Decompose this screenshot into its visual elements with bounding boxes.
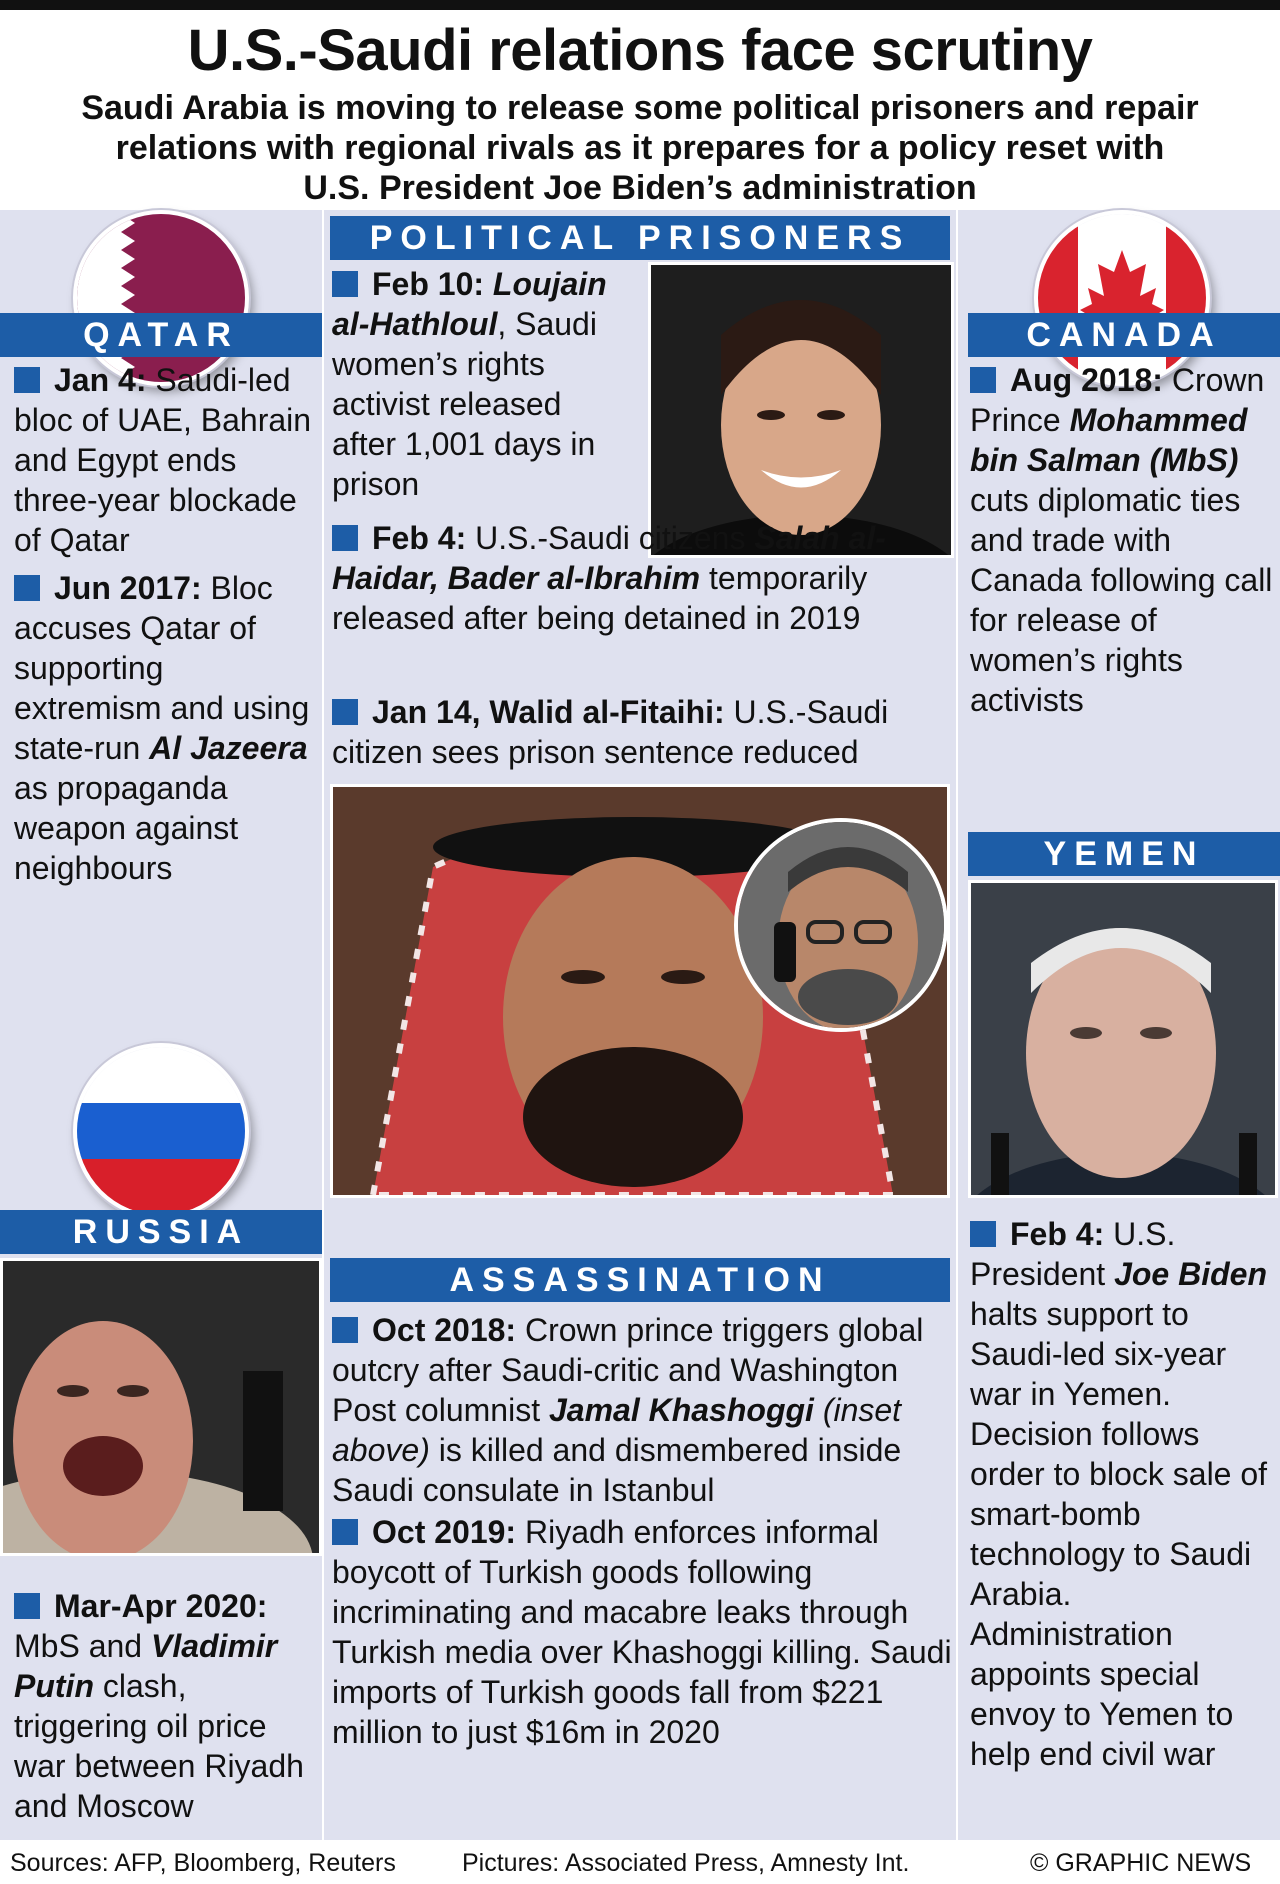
page-subtitle: [20, 88, 1260, 208]
entry-text: U.S. President: [970, 1216, 1176, 1292]
bullet-square-icon: [332, 699, 358, 725]
assassination-entry-2: [332, 1512, 952, 1752]
middle-column: [324, 210, 956, 1840]
section-label-assassination: ASSASSINATION: [330, 1258, 950, 1302]
footer-pictures: Pictures: Associated Press, Amnesty Int.: [462, 1849, 910, 1877]
entry-date: Feb 4:: [372, 520, 467, 556]
entry-date: Aug 2018:: [1010, 362, 1163, 398]
left-column: [0, 210, 322, 1840]
subtitle-line: relations with regional rivals as it prepares for a policy reset with: [115, 129, 1165, 167]
entry-text: halts support to Saudi-led six-year war in Yemen. Decision follows order to block sale of smart-bomb technology to Saudi Arabia. Administration appoints special envoy to Yemen to help end civil war: [970, 1296, 1268, 1772]
entry-italic-note: (inset above): [332, 1392, 902, 1468]
entry-emphasis: Loujain al-Hathloul: [332, 266, 607, 342]
entry-text: Bloc accuses Qatar of supporting extremism and using state-run: [14, 570, 310, 766]
subtitle-line: U.S. President Joe Biden’s administration: [303, 169, 977, 207]
entry-text: is killed and dismembered inside Saudi consulate in Istanbul: [332, 1432, 902, 1508]
putin-photo: [0, 1258, 322, 1556]
entry-date: Feb 4:: [1010, 1216, 1105, 1252]
entry-text: Crown prince triggers global outcry after Saudi-critic and Washington Post columnist: [332, 1312, 924, 1428]
entry-text: cuts diplomatic ties and trade with Canada following call for release of women’s rights activists: [970, 482, 1273, 718]
entry-date: Feb 10:: [372, 266, 485, 302]
bullet-square-icon: [332, 271, 358, 297]
entry-date: Mar-Apr 2020:: [54, 1588, 268, 1624]
qatar-entries: [14, 360, 314, 888]
entry-emphasis: Jamal Khashoggi: [548, 1392, 814, 1428]
subtitle-line: Saudi Arabia is moving to release some political prisoners and repair: [81, 89, 1199, 127]
page-title: U.S.-Saudi relations face scrutiny: [187, 18, 1093, 83]
loujain-al-hathloul-photo: [648, 262, 954, 558]
entry-text: Saudi-led bloc of UAE, Bahrain and Egypt ends three-year blockade of Qatar: [14, 362, 312, 558]
entry-text: temporarily released after being detained in 2019: [332, 560, 868, 636]
russia-entries: [14, 1586, 314, 1826]
section-label-russia: RUSSIA: [0, 1210, 322, 1254]
timeline-entry: [14, 360, 314, 560]
section-label-canada: CANADA: [968, 313, 1280, 357]
entry-date: Jun 2017:: [54, 570, 202, 606]
right-column: [958, 210, 1280, 1840]
footer-sources: Sources: AFP, Bloomberg, Reuters: [10, 1849, 396, 1877]
entry-text: clash, triggering oil price war between Riyadh and Moscow: [14, 1668, 304, 1824]
section-label-qatar: QATAR: [0, 313, 322, 357]
bullet-square-icon: [14, 367, 40, 393]
bullet-square-icon: [14, 575, 40, 601]
prisoner-entry-3: [332, 692, 952, 772]
entry-text: U.S.-Saudi citizens: [475, 520, 746, 556]
bullet-square-icon: [14, 1593, 40, 1619]
entry-text: U.S.-Saudi citizen sees prison sentence reduced: [332, 694, 889, 770]
footer: [0, 1843, 1280, 1884]
top-rule: [0, 0, 1280, 10]
entry-text: MbS and: [14, 1628, 143, 1664]
section-label-political-prisoners: POLITICAL PRISONERS: [330, 216, 950, 260]
entry-emphasis: Al Jazeera: [149, 730, 308, 766]
bullet-square-icon: [970, 1221, 996, 1247]
entry-date: Jan 14, Walid al-Fitaihi:: [372, 694, 725, 730]
footer-credit: © GRAPHIC NEWS: [1030, 1849, 1252, 1877]
entry-date: Oct 2018:: [372, 1312, 517, 1348]
bullet-square-icon: [332, 1519, 358, 1545]
canada-entries: [970, 360, 1275, 720]
entry-emphasis: Vladimir Putin: [14, 1628, 278, 1704]
section-label-yemen: YEMEN: [968, 832, 1280, 876]
entry-text: Riyadh enforces informal boycott of Turkish goods following incriminating and macabre leaks through Turkish media over Khashoggi killing. Saudi imports of Turkish goods fall from $221 million to just $16m in 2020: [332, 1514, 952, 1750]
bullet-square-icon: [332, 1317, 358, 1343]
entry-emphasis: Joe Biden: [1114, 1256, 1267, 1292]
jamal-khashoggi-inset-photo: [734, 818, 948, 1032]
russia-flag-icon: [73, 1043, 249, 1219]
prisoner-entry-2: [332, 518, 952, 638]
entry-text: , Saudi women’s rights activist released after 1,001 days in prison: [332, 306, 597, 502]
entry-emphasis: Mohammed bin Salman (MbS): [970, 402, 1248, 478]
timeline-entry: [14, 1586, 314, 1826]
bullet-square-icon: [332, 525, 358, 551]
entry-text: Crown Prince: [970, 362, 1265, 438]
entry-date: Oct 2019:: [372, 1514, 517, 1550]
assassination-entry-1: [332, 1310, 952, 1510]
entry-emphasis: Salah al-Haidar, Bader al-Ibrahim: [332, 520, 886, 596]
timeline-entry: [14, 568, 314, 888]
entry-date: Jan 4:: [54, 362, 147, 398]
yemen-entries: [970, 1214, 1275, 1774]
prisoner-entry-1: [332, 264, 632, 504]
bullet-square-icon: [970, 367, 996, 393]
entry-text: as propaganda weapon against neighbours: [14, 770, 239, 886]
joe-biden-photo: [968, 880, 1278, 1198]
